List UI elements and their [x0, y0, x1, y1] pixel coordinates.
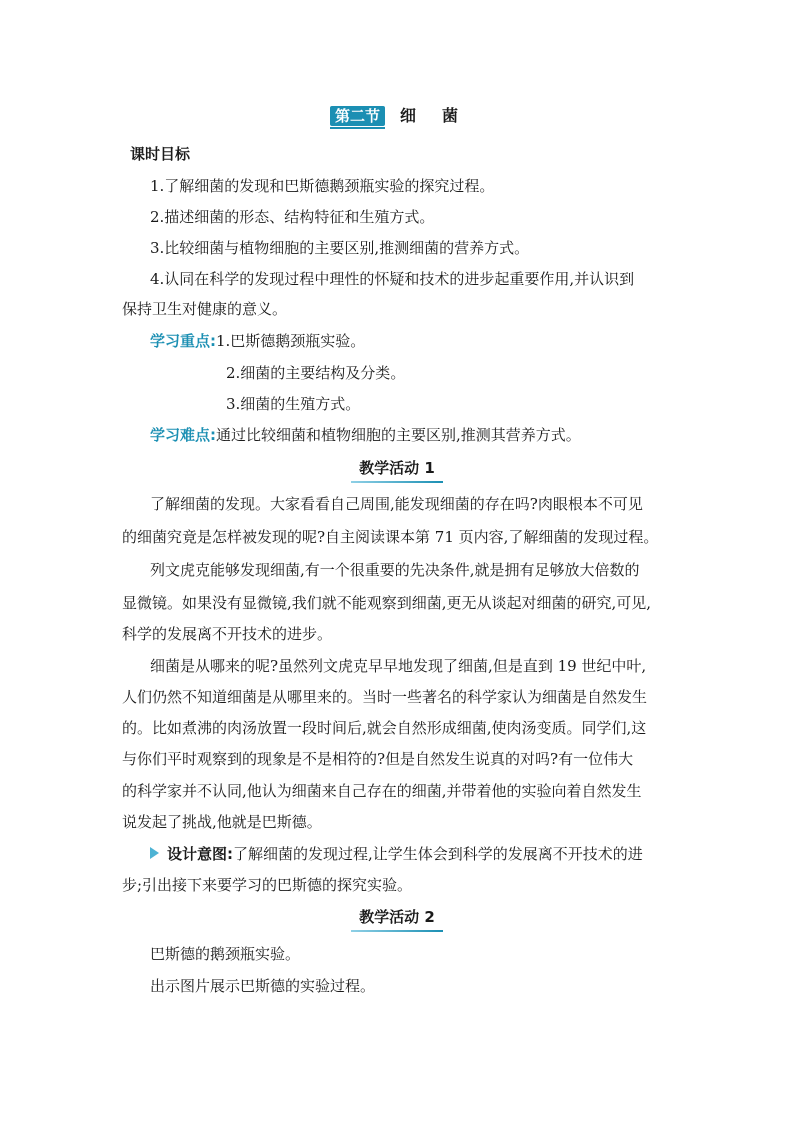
activity-2-title: 教学活动 2 [351, 906, 443, 930]
difficulty-text: 通过比较细菌和植物细胞的主要区别,推测其营养方式。 [216, 426, 581, 444]
section-badge: 第二节 [330, 106, 385, 126]
key-point-item: 3.细菌的生殖方式。 [226, 395, 361, 413]
activity-1-heading [0, 457, 794, 481]
paragraph-line: 的。比如煮沸的肉汤放置一段时间后,就会自然形成细菌,使肉汤变质。同学们,这 [122, 719, 647, 737]
paragraph-line: 科学的发展离不开技术的进步。 [122, 625, 333, 643]
objective-item: 4.认同在科学的发现过程中理性的怀疑和技术的进步起重要作用,并认识到 [150, 270, 635, 288]
key-points-label: 学习重点: [150, 332, 216, 350]
difficulty-row [150, 425, 581, 445]
activity-1-title: 教学活动 1 [351, 457, 443, 481]
design-intent-text: 了解细菌的发现过程,让学生体会到科学的发展离不开技术的进 [233, 845, 643, 863]
paragraph-line: 了解细菌的发现。大家看看自己周围,能发现细菌的存在吗?肉眼根本不可见 [150, 495, 643, 513]
design-intent-text: 步;引出接下来要学习的巴斯德的探究实验。 [122, 876, 413, 894]
paragraph-line: 的科学家并不认同,他认为细菌来自己存在的细菌,并带着他的实验向着自然发生 [122, 782, 642, 800]
difficulty-label: 学习难点: [150, 426, 216, 444]
activity-2-heading [0, 906, 794, 930]
design-intent-label: 设计意图: [167, 845, 233, 863]
section-header [0, 104, 794, 130]
objectives-heading: 课时目标 [130, 145, 191, 163]
paragraph-line: 列文虎克能够发现细菌,有一个很重要的先决条件,就是拥有足够放大倍数的 [150, 561, 640, 579]
paragraph-line: 细菌是从哪来的呢?虽然列文虎克早早地发现了细菌,但是直到 19 世纪中叶, [150, 657, 647, 675]
objective-item: 3.比较细菌与植物细胞的主要区别,推测细菌的营养方式。 [150, 239, 530, 257]
key-points-row [150, 331, 365, 351]
paragraph-line: 出示图片展示巴斯德的实验过程。 [150, 977, 376, 995]
key-point-item: 1.巴斯德鹅颈瓶实验。 [216, 332, 366, 350]
section-title: 细菌 [400, 106, 485, 125]
design-intent-row [150, 844, 643, 864]
paragraph-line: 与你们平时观察到的现象是不是相符的?但是自然发生说真的对吗?有一位伟大 [122, 750, 634, 768]
paragraph-line: 显微镜。如果没有显微镜,我们就不能观察到细菌,更无从谈起对细菌的研究,可见, [122, 594, 652, 612]
paragraph-line: 说发起了挑战,他就是巴斯德。 [122, 813, 322, 831]
objective-item: 2.描述细菌的形态、结构特征和生殖方式。 [150, 208, 435, 226]
paragraph-line: 的细菌究竟是怎样被发现的呢?自主阅读课本第 71 页内容,了解细菌的发现过程。 [122, 528, 659, 546]
objective-item-continued: 保持卫生对健康的意义。 [122, 300, 288, 318]
objective-item: 1.了解细菌的发现和巴斯德鹅颈瓶实验的探究过程。 [150, 177, 495, 195]
triangle-marker-icon [150, 847, 159, 859]
key-point-item: 2.细菌的主要结构及分类。 [226, 364, 406, 382]
paragraph-line: 人们仍然不知道细菌是从哪里来的。当时一些著名的科学家认为细菌是自然发生 [122, 688, 648, 706]
paragraph-line: 巴斯德的鹅颈瓶实验。 [150, 945, 301, 963]
